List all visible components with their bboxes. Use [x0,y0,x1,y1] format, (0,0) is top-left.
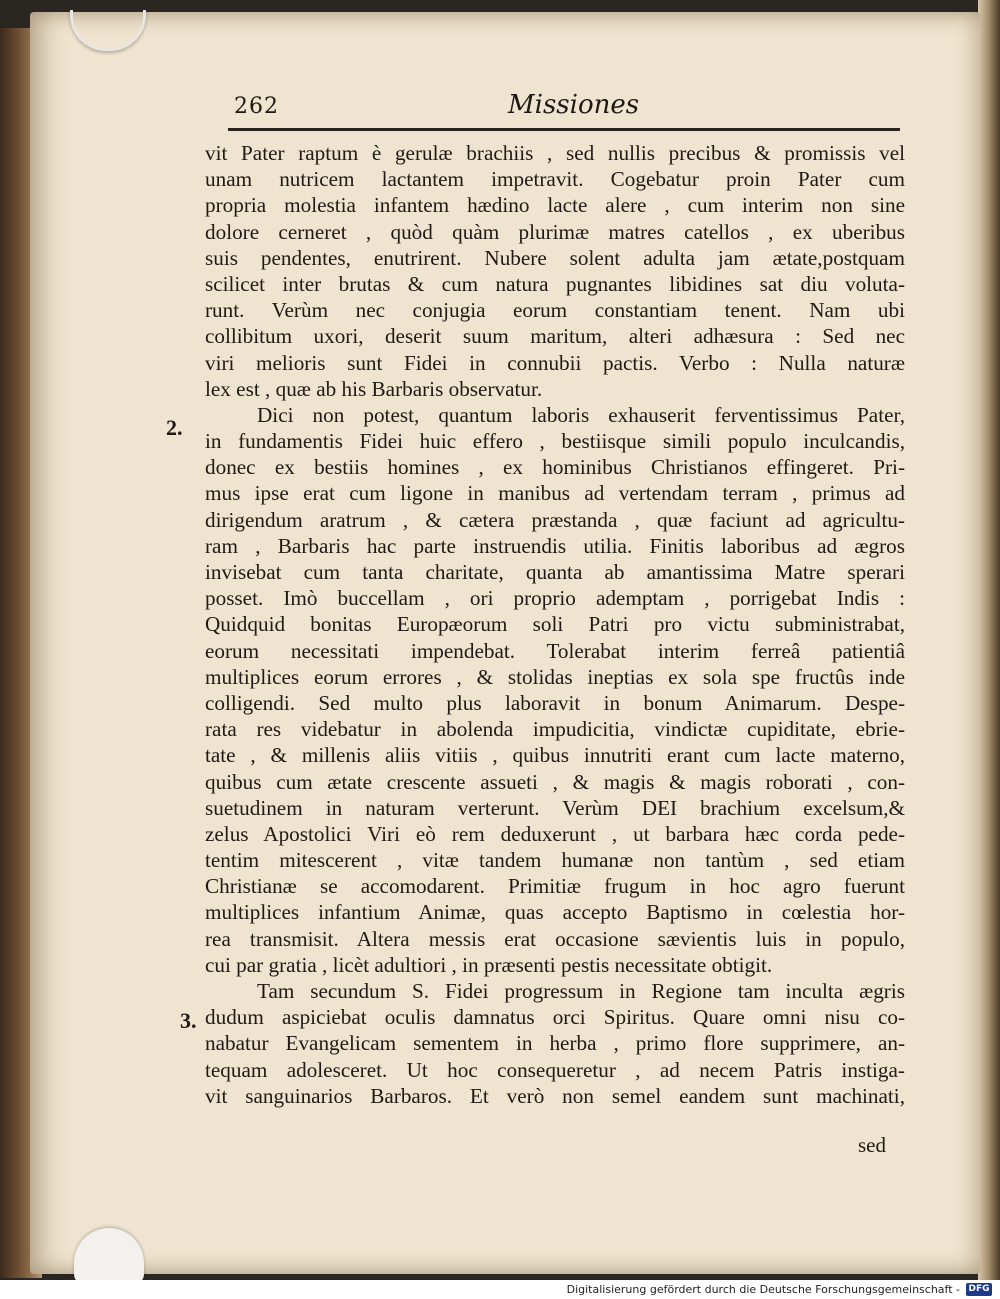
text-line: multiplices eorum errores , & stolidas ineptias ex sola spe fructûs inde [205,664,905,689]
text-line: suis pendentes, enutrirent. Nubere solent adulta jam ætate,postquam [205,245,905,270]
text-line: tentim mitescerent , vitæ tandem humanæ non tantùm , sed etiam [205,848,905,873]
funding-credit: Digitalisierung gefördert durch die Deutsche Forschungsgemeinschaft - [566,1283,960,1296]
page-stack-edge [978,0,1000,1280]
text-line: multiplices infantium Animæ, quas accepto Baptismo in cœlestia hor- [205,900,905,925]
text-line: eorum necessitati impendebat. Tolerabat interim ferreâ patientiâ [205,638,905,663]
text-line: Christianæ se accomodarent. Primitiæ frugum in hoc agro fuerunt [205,874,905,899]
text-line: quibus cum ætate crescente assueti , & magis & magis roborati , con- [205,769,905,794]
header-rule [228,128,900,131]
text-line: mus ipse erat cum ligone in manibus ad vertendam terram , primus ad [205,481,905,506]
text-line: Quidquid bonitas Europæorum soli Patri pro victu subministrabat, [205,612,905,637]
text-line: colligendi. Sed multo plus laboravit in bonum Animarum. Despe- [205,690,905,715]
running-title: Missiones [508,90,640,120]
page-header [228,88,900,132]
footer-bar [0,1280,1000,1299]
text-line: in fundamentis Fidei huic effero , bestiisque simili populo inculcandis, [205,429,905,454]
text-line: scilicet inter brutas & cum natura pugnantes libidines sat diu voluta- [205,271,905,296]
text-line: invisebat cum tanta charitate, quanta ab amantissima Matre sperari [205,560,905,584]
text-line: posset. Imò buccellam , ori proprio ademptam , porrigebat Indis : [205,586,905,611]
text-line: dirigendum aratrum , & cætera præstanda , quæ faciunt ad agricultu- [205,507,905,532]
text-line: donec ex bestiis homines , ex hominibus Christianos effingeret. Pri- [205,455,905,480]
text-line: dolore cerneret , quòd quàm plurimæ matres catellos , ex uberibus [205,219,905,244]
paragraph-number-3: 3. [180,1008,197,1033]
text-line: vit Pater raptum è gerulæ brachiis , sed nullis precibus & promissis vel [205,141,905,165]
text-line: Dici non potest, quantum laboris exhauserit ferventissimus Pater, [257,402,905,427]
text-line: rata res videbatur in abolenda impudicitia, vindictæ cupiditate, ebrie- [205,717,905,742]
text-line: tequam adolesceret. Ut hoc consequeretur , ad necem Patris instiga- [205,1057,905,1082]
text-line: runt. Verùm nec conjugia eorum constantiam tenent. Nam ubi [205,298,905,323]
paragraph-number-2: 2. [166,415,183,440]
body-text [205,140,905,1109]
text-line: suetudinem in naturam verterunt. Verùm DEI brachium excelsum,& [205,795,905,820]
page-number: 262 [234,94,279,119]
text-line: vit sanguinarios Barbaros. Et verò non semel eandem sunt machinati, [205,1083,905,1108]
text-line: dudum aspiciebat oculis damnatus orci Spiritus. Quare omni nisu co- [205,1005,905,1030]
text-line: zelus Apostolici Viri eò rem deduxerunt , ut barbara hæc corda pede- [205,821,905,846]
text-line: lex est , quæ ab his Barbaris observatur. [205,376,543,401]
text-line: unam nutricem lactantem impetravit. Cogebatur proin Pater cum [205,167,905,192]
text-line: viri melioris sunt Fidei in connubii pactis. Verbo : Nulla naturæ [205,350,905,375]
text-line: rea transmisit. Altera messis erat occasione sævientis luis in populo, [205,926,905,951]
catchword: sed [858,1133,886,1157]
text-line: ram , Barbaris hac parte instruendis utilia. Finitis laboribus ad ægros [205,533,905,558]
text-line: Tam secundum S. Fidei progressum in Regione tam inculta ægris [257,979,905,1003]
text-line: cui par gratia , licèt adultiori , in præsenti pestis necessitate obtigit. [205,952,773,977]
dfg-logo: DFG [966,1283,992,1296]
text-line: nabatur Evangelicam sementem in herba , primo flore supprimere, an- [205,1031,905,1056]
text-line: collibitum uxori, deserit suum maritum, alteri adhæsura : Sed nec [205,324,905,349]
text-line: tate , & millenis aliis vitiis , quibus innutriti erant cum lacte materno, [205,743,905,768]
text-line: propria molestia infantem hædino lacte alere , cum interim non sine [205,193,905,218]
